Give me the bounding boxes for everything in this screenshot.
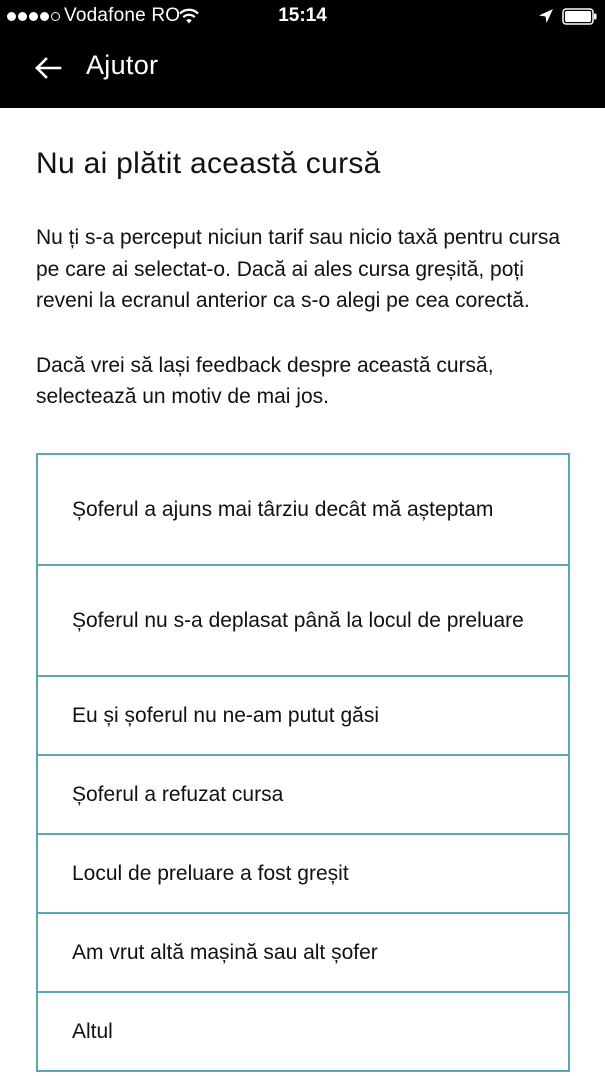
reason-wanted-other-car[interactable] <box>38 914 568 993</box>
reason-other[interactable] <box>38 993 568 1072</box>
page-title: Nu ai plătit această cursă <box>36 147 381 180</box>
nav-bar <box>0 32 605 108</box>
reason-label: Șoferul a refuzat cursa <box>72 782 284 806</box>
reason-driver-refused[interactable] <box>38 756 568 835</box>
clock: 15:14 <box>278 5 327 26</box>
nav-title: Ajutor <box>86 50 159 80</box>
arrow-left-icon <box>34 56 62 80</box>
carrier-name: Vodafone RO <box>64 5 181 26</box>
main-content <box>36 108 570 413</box>
feedback-prompt: Dacă vrei să lași feedback despre această cursă, selectează un motiv de mai jos. <box>36 353 494 408</box>
reason-driver-did-not-move[interactable] <box>38 566 568 677</box>
reason-could-not-find[interactable] <box>38 677 568 756</box>
reason-label: Altul <box>72 1019 113 1043</box>
reason-label: Șoferul nu s-a deplasat până la locul de preluare <box>72 608 524 632</box>
reason-wrong-pickup[interactable] <box>38 835 568 914</box>
status-bar <box>0 0 605 32</box>
reason-label: Locul de preluare a fost greșit <box>72 861 349 885</box>
info-paragraph: Nu ți s-a perceput niciun tarif sau nicio taxă pentru cursa pe care ai selectat-o. Dacă ai ales cursa greșită, poți reveni la ecranul anterior ca s-o alegi pe cea corectă. <box>36 226 561 312</box>
battery-icon <box>562 8 598 25</box>
reason-list <box>36 453 570 1072</box>
back-button[interactable] <box>28 48 68 88</box>
reason-label: Am vrut altă mașină sau alt șofer <box>72 940 378 964</box>
app-header <box>0 0 605 108</box>
reason-driver-late[interactable] <box>38 455 568 566</box>
reason-label: Șoferul a ajuns mai târziu decât mă așteptam <box>72 497 494 521</box>
reason-label: Eu și șoferul nu ne-am putut găsi <box>72 703 380 727</box>
location-arrow-icon <box>538 8 554 24</box>
